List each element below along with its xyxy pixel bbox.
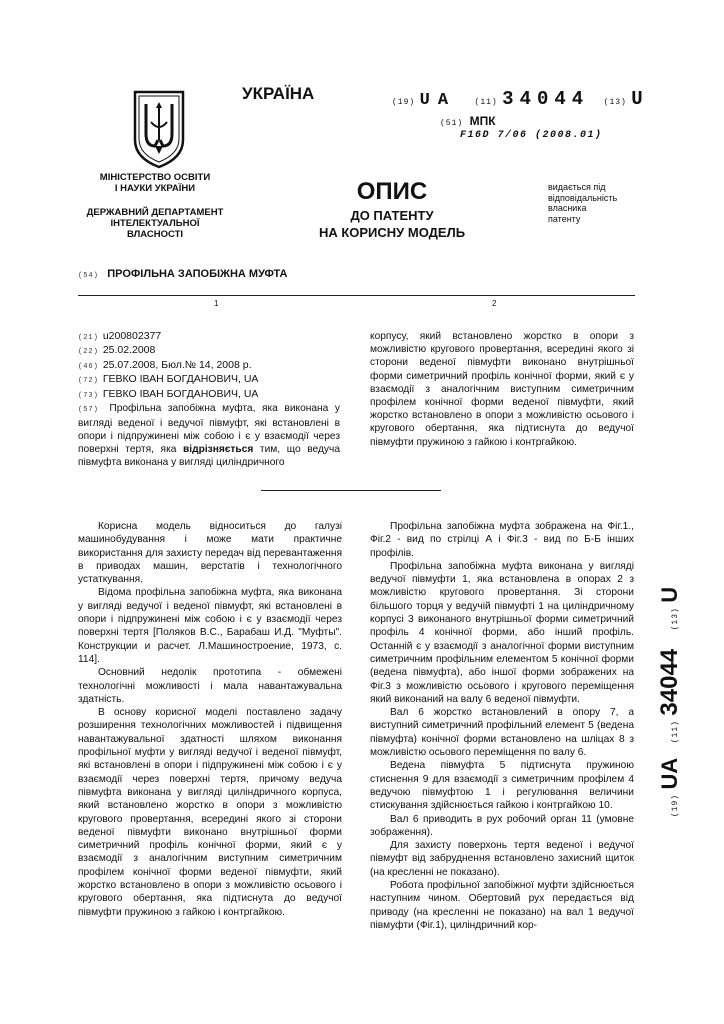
- ministry-name: МІНІСТЕРСТВО ОСВІТИ І НАУКИ УКРАЇНИ: [99, 172, 211, 194]
- code-13: (13): [603, 98, 627, 107]
- biblio-row: (46) 25.07.2008, Бюл.№ 14, 2008 р.: [78, 358, 252, 371]
- biblio-row: (73) ГЕВКО ІВАН БОГДАНОВИЧ, UA: [78, 387, 259, 400]
- side-number: 34044: [656, 648, 683, 716]
- country-code: UA: [419, 91, 457, 110]
- description-left-column: [78, 520, 342, 919]
- paragraph: Відома профільна запобіжна муфта, яка виконана у вигляді ведучої і веденої півмуфт, які встановлені в опори і підпружинені між собою і є у взаємодії через поверхні тертя [Поляков В.С., Барабаш И.Д. "Муфты". Конструкции и расчет. Л.Машиностроение, 1973, с. 114].: [78, 587, 342, 665]
- mpk-label: МПК: [469, 114, 496, 128]
- claim-end-divider: [261, 490, 441, 491]
- mpk-value: F16D 7/06 (2008.01): [460, 130, 603, 141]
- mpk-block: [440, 112, 496, 130]
- invention-name-row: [78, 264, 287, 282]
- bibliographic-data: [78, 330, 340, 469]
- side-code-11: (11): [671, 720, 680, 744]
- biblio-row: (21) u200802377: [78, 330, 162, 342]
- code-19: (19): [392, 98, 416, 107]
- header-divider: [78, 295, 635, 296]
- patent-number-block: [392, 88, 643, 110]
- department-name: ДЕРЖАВНИЙ ДЕПАРТАМЕНТ ІНТЕЛЕКТУАЛЬНОЇ ВЛАСНОСТІ: [86, 207, 224, 240]
- description-right-column: [370, 520, 634, 932]
- code-54: (54): [78, 272, 99, 280]
- patent-number: 34044: [502, 88, 590, 110]
- paragraph: Робота профільної запобіжної муфти здійснюється наступним чином. Обертовий рух передається від приводу (на кресленні не показано) на вал 1 ведучої півмуфти (Фіг.1), циліндричний кор-: [370, 880, 634, 931]
- document-subtitle-2: НА КОРИСНУ МОДЕЛЬ: [318, 225, 466, 240]
- paragraph: Корисна модель відноситься до галузі машинобудування і може мати практичне використання для захисту передач від перевантаження в приводах машин, верстатів і технологічного устаткування.: [78, 521, 342, 586]
- code-11: (11): [474, 98, 498, 107]
- side-patent-mark: [652, 584, 688, 820]
- paragraph: Профільна запобіжна муфта виконана у вигляді ведучої півмуфти 1, яка встановлена в опорах 2 з можливістю кругового провертання. Зі сторони більшого торця у ведучій півмуфті 1 на циліндричному корпусі 3 виконаного внутрішньої форми симетричний профіль 4 конічної форми, або інший профіль. Останній є у взаємодії з аналогічної форми виступним симетричним профільним елементом 5 конічної форми (ведена півмуфта), або іншої форми зображених на Фіг.3 з можливістю осьового і кругового переміщення який виконаний на валу 6 веденої півмуфти.: [370, 560, 634, 705]
- paragraph: Основний недолік прототипа - обмежені технологічні можливості і мала навантажувальна здатність.: [78, 667, 342, 705]
- kind-code: U: [631, 88, 643, 110]
- side-code-19: (19): [671, 793, 680, 818]
- biblio-row: (72) ГЕВКО ІВАН БОГДАНОВИЧ, UA: [78, 373, 259, 386]
- country-name: УКРАЇНА: [242, 84, 315, 103]
- document-subtitle-1: ДО ПАТЕНТУ: [350, 208, 434, 223]
- column-number-1: 1: [214, 299, 219, 308]
- coat-of-arms-icon: [131, 88, 187, 170]
- paragraph: Ведена півмуфта 5 підтиснута пружиною стиснення 9 для взаємодії з симетричним профілем 4 ведучою півмуфтою 1 і регулювання величини стискування здійснюється гайкою і контргайкою 10.: [370, 760, 634, 812]
- issued-note: видається під відповідальність власника патенту: [548, 182, 618, 224]
- paragraph: Для захисту поверхонь тертя веденої і ведучої півмуфт від забруднення встановлено захисний щиток (на кресленні не показано).: [370, 840, 634, 878]
- claim-continued: корпусу, який встановлено жорстко в опори з можливістю кругового провертання, всередині якого зі сторони веденої півмуфти виконано внутрішньої форми симетричний профіль конічної форми, який є у взаємодії з аналогічним виступним симетричним профілем конічної форми веденої півмуфти, який жорстко встановлено в опори з можливістю осьового і кругового обертання, яка підтиснута до ведучої півмуфти пружиною з гайкою і контргайкою.: [370, 331, 634, 448]
- code-51: (51): [440, 119, 464, 128]
- claim-text: (57) Профільна запобіжна муфта, яка виконана у вигляді веденої і ведучої півмуфт, які встановлені в опори і підпружинені між собою і є у взаємодії через поверхні тертя, яка відрізняється тим, що ведуча півмуфта виконана у вигляді циліндричного: [78, 403, 340, 469]
- side-country-code: UA: [657, 757, 682, 790]
- paragraph: Вал 6 приводить в рух робочий орган 11 (умовне зображення).: [370, 813, 634, 838]
- paragraph: В основу корисної моделі поставлено задачу розширення технологічних можливостей і підвищення навантажувальної здатності шляхом виконання профільної муфти у вигляді ведучої і веденої півмуфт, які встановлені в опори і підпружинені між собою і є у взаємодії через поверхні тертя, причому ведуча півмуфта виконана у вигляді циліндричного корпуса, який встановлено жорстко в опори з можливістю кругового провертання, всередині якого зі сторони веденої півмуфти виконано внутрішньої форми симетричний профіль конічної форми, який є у взаємодії з аналогічним виступним симетричним профілем конічної форми веденої півмуфти, який жорстко встановлено в опори з можливістю осьового і кругового обертання, яка підтиснута до ведучої півмуфти пружиною з гайкою і контргайкою.: [78, 707, 342, 918]
- column-number-2: 2: [492, 299, 497, 308]
- document-title: ОПИС: [356, 178, 428, 205]
- biblio-row: (22) 25.02.2008: [78, 344, 156, 357]
- side-kind: U: [657, 586, 682, 603]
- paragraph: Профільна запобіжна муфта зображена на Фіг.1., Фіг.2 - вид по стрілці А і Фіг.3 - вид по Б-Б інших профілів.: [370, 521, 634, 559]
- side-code-13: (13): [671, 607, 680, 631]
- paragraph: Вал 6 жорстко встановлений в опору 7, а виступний симетричний профільний елемент 5 (ведена півмуфта) конічної форми встановлено на шліцах 8 з можливістю осьового переміщення по валу 6.: [370, 707, 634, 759]
- invention-name: ПРОФІЛЬНА ЗАПОБІЖНА МУФТА: [107, 268, 288, 280]
- claim-emphasis: відрізняється: [183, 444, 254, 456]
